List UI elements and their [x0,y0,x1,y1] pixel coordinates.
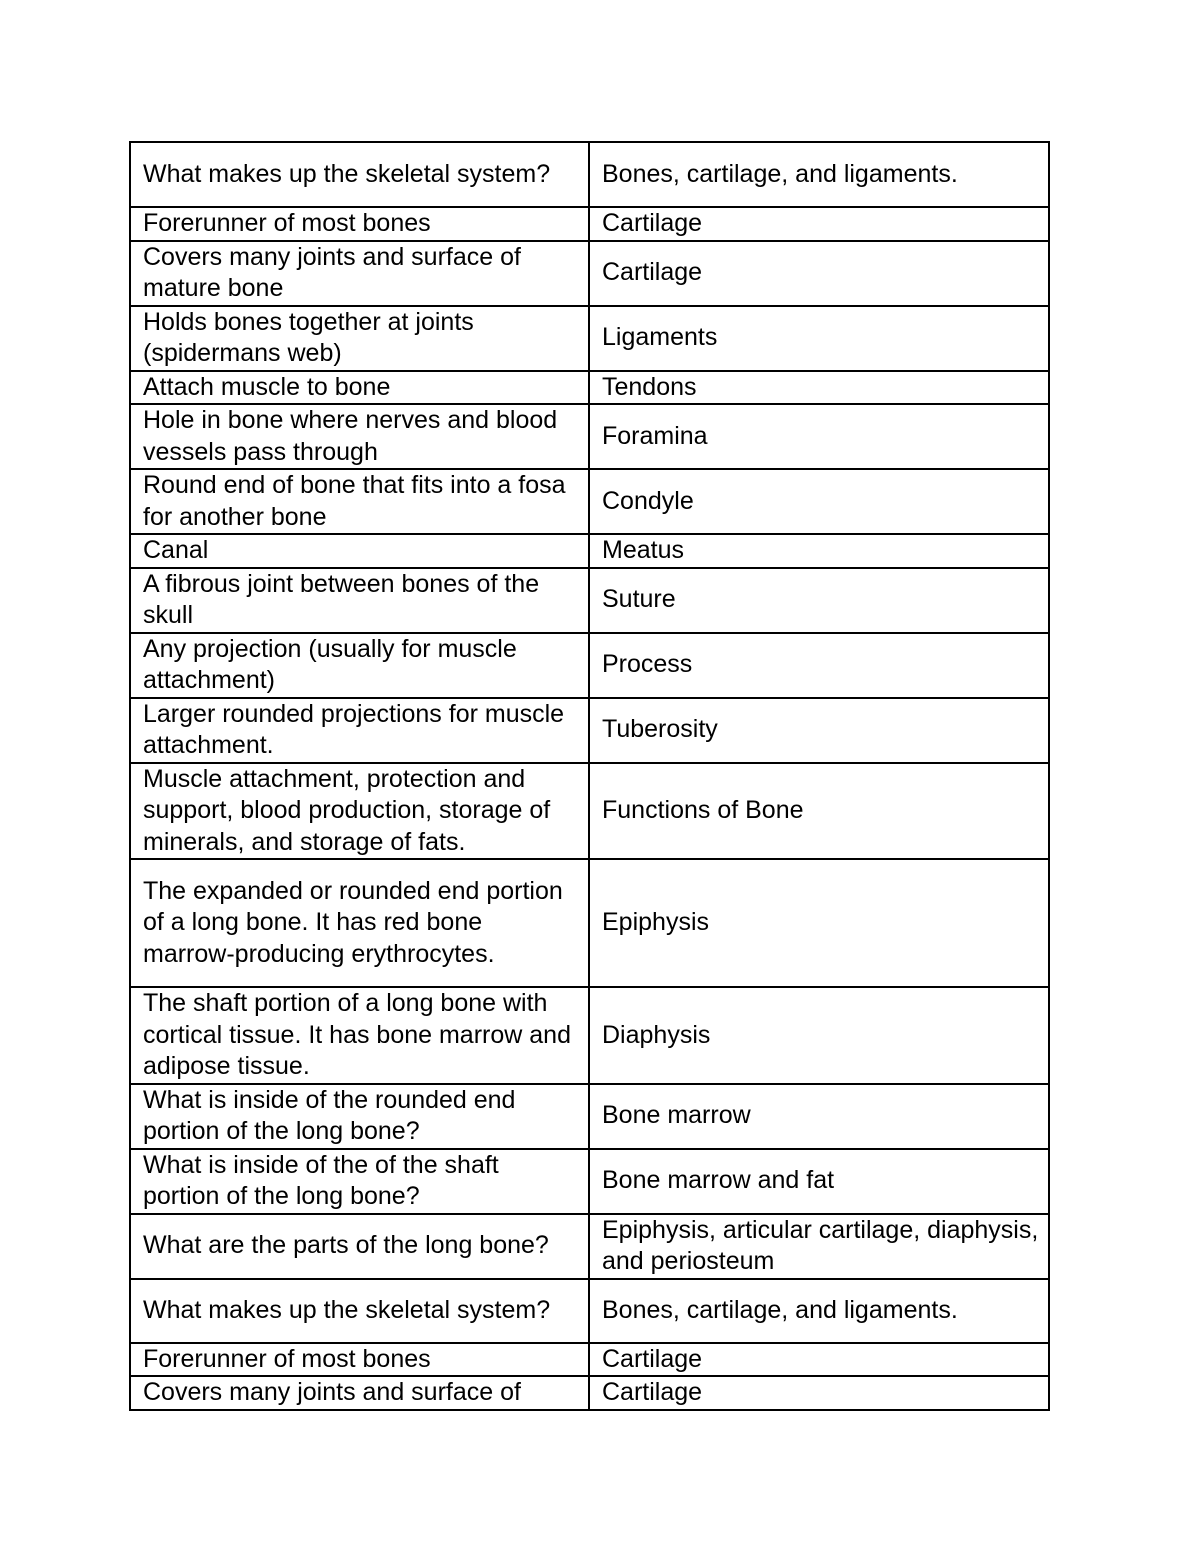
table-row [130,1149,1049,1214]
table-row [130,534,1049,568]
answer-cell: Cartilage [589,241,1049,306]
question-cell: The expanded or rounded end portion of a long bone. It has red bone marrow-producing erythrocytes. [130,859,589,987]
answer-cell: Bones, cartilage, and ligaments. [589,142,1049,207]
answer-cell: Tendons [589,371,1049,405]
question-cell: The shaft portion of a long bone with cortical tissue. It has bone marrow and adipose tissue. [130,987,589,1084]
question-cell: Hole in bone where nerves and blood vessels pass through [130,404,589,469]
table-row [130,1214,1049,1279]
question-cell: What is inside of the rounded end portion of the long bone? [130,1084,589,1149]
answer-cell: Cartilage [589,207,1049,241]
answer-cell: Process [589,633,1049,698]
question-cell: What is inside of the of the shaft portion of the long bone? [130,1149,589,1214]
table-row [130,633,1049,698]
table-row [130,698,1049,763]
answer-cell: Bone marrow [589,1084,1049,1149]
table-row [130,1343,1049,1377]
question-cell: Any projection (usually for muscle attachment) [130,633,589,698]
answer-cell: Foramina [589,404,1049,469]
table-row [130,763,1049,860]
table-row [130,859,1049,987]
question-cell: A fibrous joint between bones of the skull [130,568,589,633]
answer-cell: Cartilage [589,1376,1049,1410]
question-cell: What are the parts of the long bone? [130,1214,589,1279]
question-cell: Muscle attachment, protection and support, blood production, storage of minerals, and storage of fats. [130,763,589,860]
question-cell: Larger rounded projections for muscle attachment. [130,698,589,763]
question-cell: Forerunner of most bones [130,1343,589,1377]
table-row [130,241,1049,306]
question-cell: Covers many joints and surface of [130,1376,589,1410]
answer-cell: Functions of Bone [589,763,1049,860]
answer-cell: Cartilage [589,1343,1049,1377]
question-cell: Holds bones together at joints (spidermans web) [130,306,589,371]
flashcard-table-body [130,142,1049,1410]
answer-cell: Condyle [589,469,1049,534]
table-row [130,306,1049,371]
flashcard-table [129,141,1050,1411]
table-row [130,142,1049,207]
answer-cell: Bones, cartilage, and ligaments. [589,1279,1049,1343]
answer-cell: Epiphysis [589,859,1049,987]
table-row [130,568,1049,633]
answer-cell: Suture [589,568,1049,633]
question-cell: What makes up the skeletal system? [130,1279,589,1343]
table-row [130,1084,1049,1149]
question-cell: Covers many joints and surface of mature bone [130,241,589,306]
answer-cell: Meatus [589,534,1049,568]
answer-cell: Diaphysis [589,987,1049,1084]
answer-cell: Bone marrow and fat [589,1149,1049,1214]
table-row [130,404,1049,469]
question-cell: What makes up the skeletal system? [130,142,589,207]
table-row [130,1279,1049,1343]
table-row [130,1376,1049,1410]
question-cell: Forerunner of most bones [130,207,589,241]
table-row [130,469,1049,534]
table-row [130,987,1049,1084]
answer-cell: Ligaments [589,306,1049,371]
table-row [130,207,1049,241]
question-cell: Round end of bone that fits into a fosa for another bone [130,469,589,534]
question-cell: Canal [130,534,589,568]
answer-cell: Tuberosity [589,698,1049,763]
answer-cell: Epiphysis, articular cartilage, diaphysis, and periosteum [589,1214,1049,1279]
table-row [130,371,1049,405]
question-cell: Attach muscle to bone [130,371,589,405]
